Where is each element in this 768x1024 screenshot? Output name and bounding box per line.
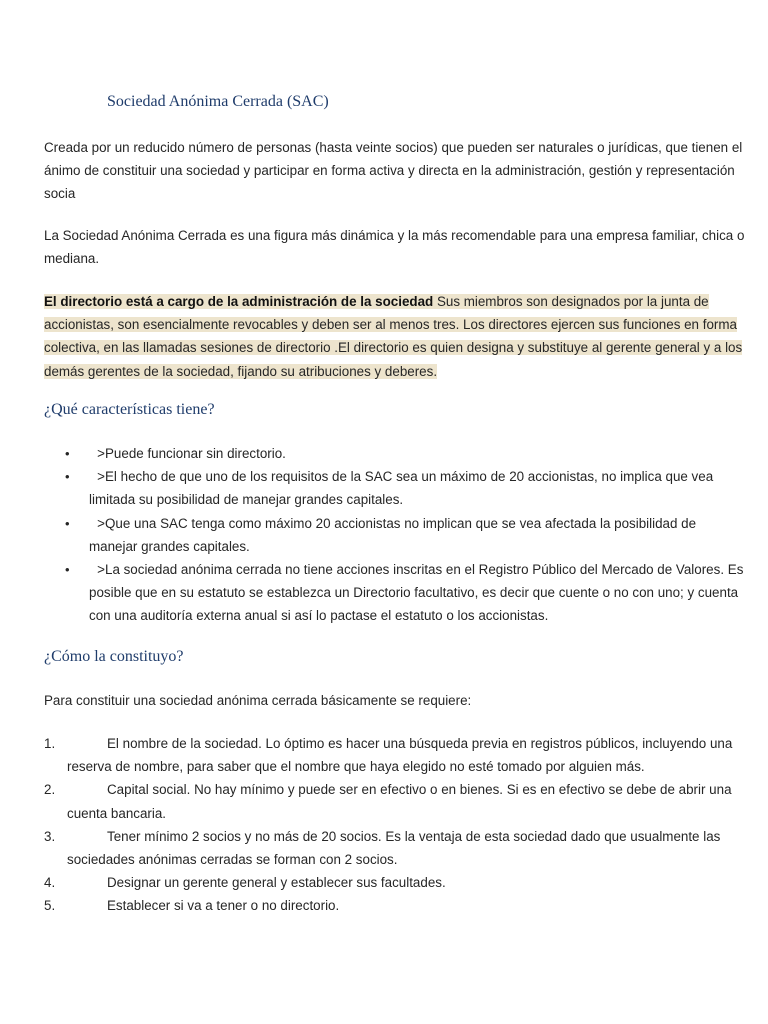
list-item	[0, 871, 768, 894]
list-item	[0, 825, 768, 871]
bullet-icon: •	[65, 469, 70, 485]
item-prefix: >	[97, 446, 105, 461]
list-item-text: Puede funcionar sin directorio.	[105, 446, 286, 461]
list-item	[0, 732, 768, 778]
characteristics-list	[0, 442, 768, 628]
list-item	[0, 512, 768, 558]
directory-body: Sus miembros son designados por la junta de accionistas, son esencialmente revocables y deben ser al menos tres. Los directores ejercen sus funciones en forma colectiva, en las llamadas sesiones de directorio .El directorio es quien designa y substituye al gerente general y a los demás gerentes de la sociedad, fijando su atribuciones y deberes.	[44, 294, 743, 379]
item-number: 4.	[44, 875, 56, 891]
item-prefix: >	[97, 562, 105, 578]
directory-paragraph	[44, 290, 748, 383]
bullet-icon: •	[65, 562, 70, 578]
list-item-text: Establecer si va a tener o no directorio.	[107, 898, 340, 914]
second-paragraph: La Sociedad Anónima Cerrada es una figura más dinámica y la más recomendable para una empresa familiar, chica o mediana.	[44, 228, 745, 267]
item-number: 2.	[44, 782, 56, 798]
item-number: 5.	[44, 898, 56, 914]
list-item-text: Tener mínimo 2 socios y no más de 20 socios. Es la ventaja de esta sociedad dado que usualmente las sociedades anónimas cerradas se forman con 2 socios.	[67, 828, 721, 868]
list-item	[0, 894, 768, 917]
characteristics-heading: ¿Qué características tiene?	[44, 401, 215, 418]
highlighted-text	[44, 294, 742, 379]
list-item	[0, 778, 768, 824]
item-prefix: >	[97, 469, 105, 485]
constitution-heading: ¿Cómo la constituyo?	[44, 648, 184, 665]
list-item	[0, 558, 768, 628]
bullet-icon: •	[65, 515, 70, 531]
list-item-text: Designar un gerente general y establecer sus facultades.	[107, 875, 446, 891]
constitution-intro: Para constituir una sociedad anónima cerrada básicamente se requiere:	[44, 693, 472, 708]
document-title: Sociedad Anónima Cerrada (SAC)	[107, 93, 329, 110]
requirements-list	[0, 732, 768, 918]
list-item	[0, 465, 768, 511]
list-item	[0, 442, 768, 465]
item-number: 1.	[44, 736, 56, 751]
list-item-text: Capital social. No hay mínimo y puede ser en efectivo o en bienes. Si es en efectivo se debe de abrir una cuenta bancaria.	[67, 782, 732, 821]
intro-paragraph: Creada por un reducido número de personas (hasta veinte socios) que pueden ser naturales o jurídicas, que tienen el ánimo de constituir una sociedad y participar en forma activa y directa en la administración, gestión y representación socia	[44, 140, 743, 202]
item-prefix: >	[97, 515, 105, 531]
list-item-text: El nombre de la sociedad. Lo óptimo es hacer una búsqueda previa en registros públicos, incluyendo una reserva de nombre, para saber que el nombre que haya elegido no esté tomado por alguien más.	[67, 736, 733, 775]
bullet-icon: •	[65, 446, 70, 461]
list-item-text: Que una SAC tenga como máximo 20 accionistas no implican que se vea afectada la posibilidad de manejar grandes capitales.	[89, 515, 697, 554]
item-number: 3.	[44, 828, 56, 844]
list-item-text: La sociedad anónima cerrada no tiene acciones inscritas en el Registro Público del Mercado de Valores. Es posible que en su estatuto se establezca un Directorio facultativo, es decir que cuente o no con uno; y cuenta con una auditoría externa anual si así lo pactase el estatuto o los accionistas.	[89, 562, 744, 624]
list-item-text: El hecho de que uno de los requisitos de la SAC sea un máximo de 20 accionistas, no implica que vea limitada su posibilidad de manejar grandes capitales.	[89, 469, 714, 508]
directory-bold-lead: El directorio está a cargo de la administración de la sociedad	[44, 294, 434, 309]
